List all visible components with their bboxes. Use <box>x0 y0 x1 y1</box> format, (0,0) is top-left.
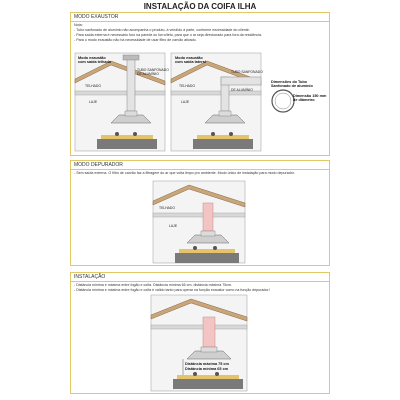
instalacao-panel <box>70 272 330 394</box>
exaustor-notes <box>71 22 329 44</box>
dim-title: Dimensões do Tubo <box>271 80 308 84</box>
page-title: INSTALAÇÃO DA COIFA ILHA <box>143 2 257 11</box>
dist-min-label: Distância mínima 65 cm <box>185 367 229 371</box>
dim-title: Sanfonado de alumínio <box>271 84 313 88</box>
note-line: - Para o modo exaustão não há necessidade de usar filtro de carvão ativado. <box>74 38 197 42</box>
instalacao-illustration <box>71 293 329 393</box>
dim-value: Dimensão 150 mm <box>293 94 327 98</box>
label-laje: LAJE <box>181 100 190 104</box>
fig-exaustao-lateral <box>171 53 263 151</box>
depurador-illustration <box>71 179 329 265</box>
fig-exaustao-telhado <box>75 53 169 151</box>
instalacao-line: - Distância mínima e máxima entre fogão e coifa é válido tanto para operar na função exaustor como na função depurador! <box>74 288 270 292</box>
tube-dimension <box>271 80 327 112</box>
label-tubo: DE ALUMÍNIO <box>231 88 253 92</box>
fig1-title: Modo exaustão <box>78 56 106 60</box>
label-tubo: TUBO SANFONADO <box>231 70 263 74</box>
label-telhado: TELHADO <box>159 206 176 210</box>
label-laje: LAJE <box>169 224 178 228</box>
depurador-panel <box>70 160 330 266</box>
note-line: - Tubo sanfonado de alumínio não acompanha o produto, à vendido à parte, conforme necessidade do cliente. <box>74 28 250 32</box>
dist-max-label: Distância máxima 75 cm <box>185 362 229 366</box>
exaustor-illustration <box>71 51 329 155</box>
label-tubo: DE ALUMÍNIO <box>137 72 159 76</box>
label-telhado: TELHADO <box>85 84 102 88</box>
fig2-title: Modo exaustão <box>175 56 203 60</box>
exaustor-header: MODO EXAUSTOR <box>71 13 329 22</box>
depurador-line: - Sem saída externa. O filtro de carvão faz a filtragem do ar que volta limpo pro ambiente. Modo único de instalação para modo depurador. <box>74 171 295 175</box>
instalacao-header: INSTALAÇÃO <box>71 273 329 282</box>
note-title: Nota: <box>74 23 83 27</box>
fig1-title: com saída telhado <box>78 60 112 64</box>
depurador-header: MODO DEPURADOR <box>71 161 329 170</box>
exaustor-panel <box>70 12 330 156</box>
instalacao-line: - Distância mínima e máxima entre fogão e coifa. Distância mínima 65 cm, distância máxima 75cm. <box>74 283 232 287</box>
note-line: - Para saída externa é necessário furo na parede ou forro/teto, para que o ar seja direcionado para fora da residência. <box>74 33 262 37</box>
depurador-text <box>71 170 329 177</box>
dim-value: de diâmetro <box>293 98 315 102</box>
label-telhado: TELHADO <box>179 84 196 88</box>
label-tubo: TUBO SANFONADO <box>137 68 169 72</box>
label-laje: LAJE <box>89 100 98 104</box>
fig2-title: com saída lateral <box>175 60 206 64</box>
